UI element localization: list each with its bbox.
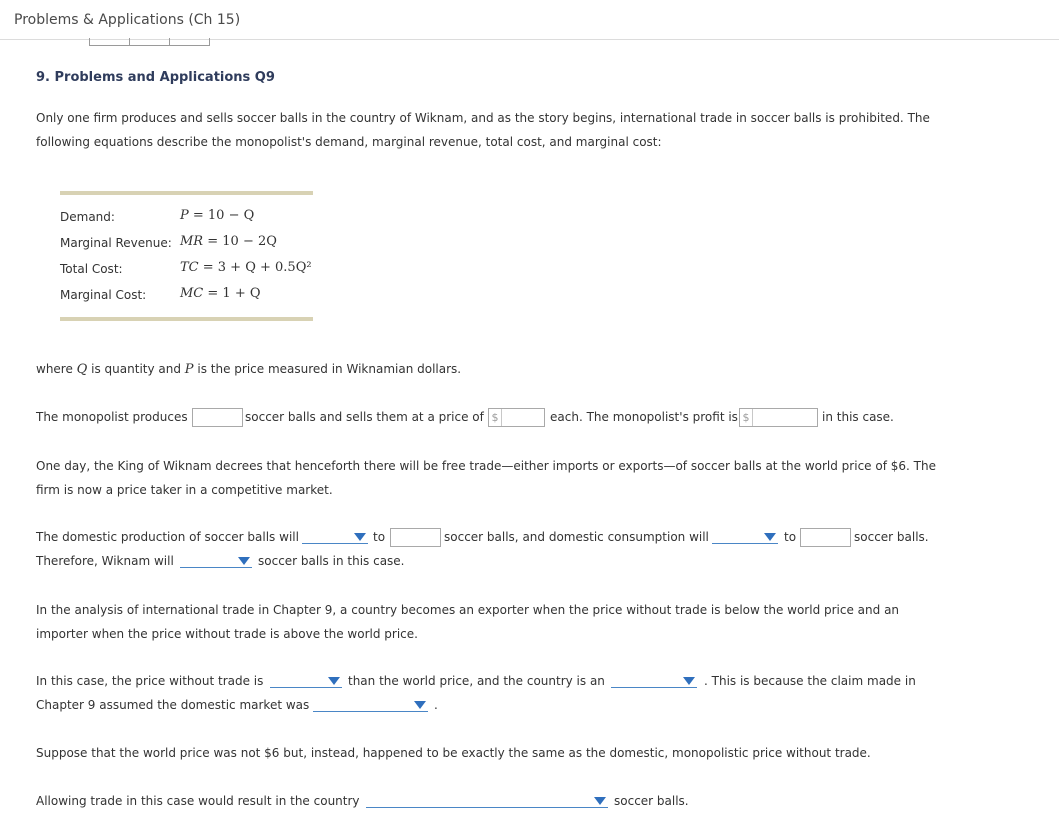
equation-label: Marginal Revenue: [60, 236, 172, 250]
profit-input[interactable] [739, 408, 818, 427]
trade-result-dropdown[interactable] [366, 794, 608, 808]
chevron-down-icon [414, 701, 426, 709]
production-quantity-input[interactable] [390, 528, 441, 547]
chapter9-paragraph: In the analysis of international trade in Chapter 9, a country becomes an exporter when the price without trade is below the world price and an importer when the price without trade is above the world price. [36, 603, 900, 641]
trade-direction-dropdown[interactable] [180, 554, 252, 568]
consumption-quantity-input[interactable] [800, 528, 851, 547]
question-tab[interactable] [89, 38, 130, 46]
equation-label: Demand: [60, 210, 115, 224]
question-tab[interactable] [130, 38, 170, 46]
price-comparison-dropdown[interactable] [270, 674, 342, 688]
chevron-down-icon [683, 677, 695, 685]
question-tabs [89, 38, 210, 46]
equation-label: Marginal Cost: [60, 288, 147, 302]
intro-line-2: following equations describe the monopolist's demand, marginal revenue, total cost, and marginal cost: [36, 135, 662, 149]
equation-label: Total Cost: [60, 262, 123, 276]
equation: TC = 3 + Q + 0.5Q² [180, 260, 312, 275]
intro-paragraph [36, 106, 930, 154]
chevron-down-icon [354, 533, 366, 541]
consumption-change-dropdown[interactable] [712, 530, 778, 544]
intro-line-1: Only one firm produces and sells soccer balls in the country of Wiknam, and as the story begins, international trade in soccer balls is prohibited. The [36, 111, 930, 125]
question-tab[interactable] [170, 38, 210, 46]
dollar-sign: $ [489, 409, 502, 426]
country-role-dropdown[interactable] [611, 674, 697, 688]
market-type-dropdown[interactable] [313, 698, 428, 712]
dollar-sign: $ [740, 409, 753, 426]
production-change-dropdown[interactable] [302, 530, 368, 544]
equation: MR = 10 − 2Q [180, 234, 277, 249]
quantity-input[interactable] [192, 408, 243, 427]
chevron-down-icon [238, 557, 250, 565]
free-trade-paragraph: One day, the King of Wiknam decrees that henceforth there will be free trade—either imports or exports—of soccer balls at the world price of $6. The firm is now a price taker in a competitive market. [36, 459, 936, 497]
price-input[interactable] [488, 408, 545, 427]
chevron-down-icon [764, 533, 776, 541]
chevron-down-icon [328, 677, 340, 685]
chevron-down-icon [594, 797, 606, 805]
equation: P = 10 − Q [180, 208, 255, 223]
top-bar [0, 0, 1059, 40]
equation: MC = 1 + Q [180, 286, 261, 301]
question-title: 9. Problems and Applications Q9 [36, 70, 275, 85]
equation-table [60, 191, 313, 321]
assignment-title: Problems & Applications (Ch 15) [14, 12, 241, 28]
